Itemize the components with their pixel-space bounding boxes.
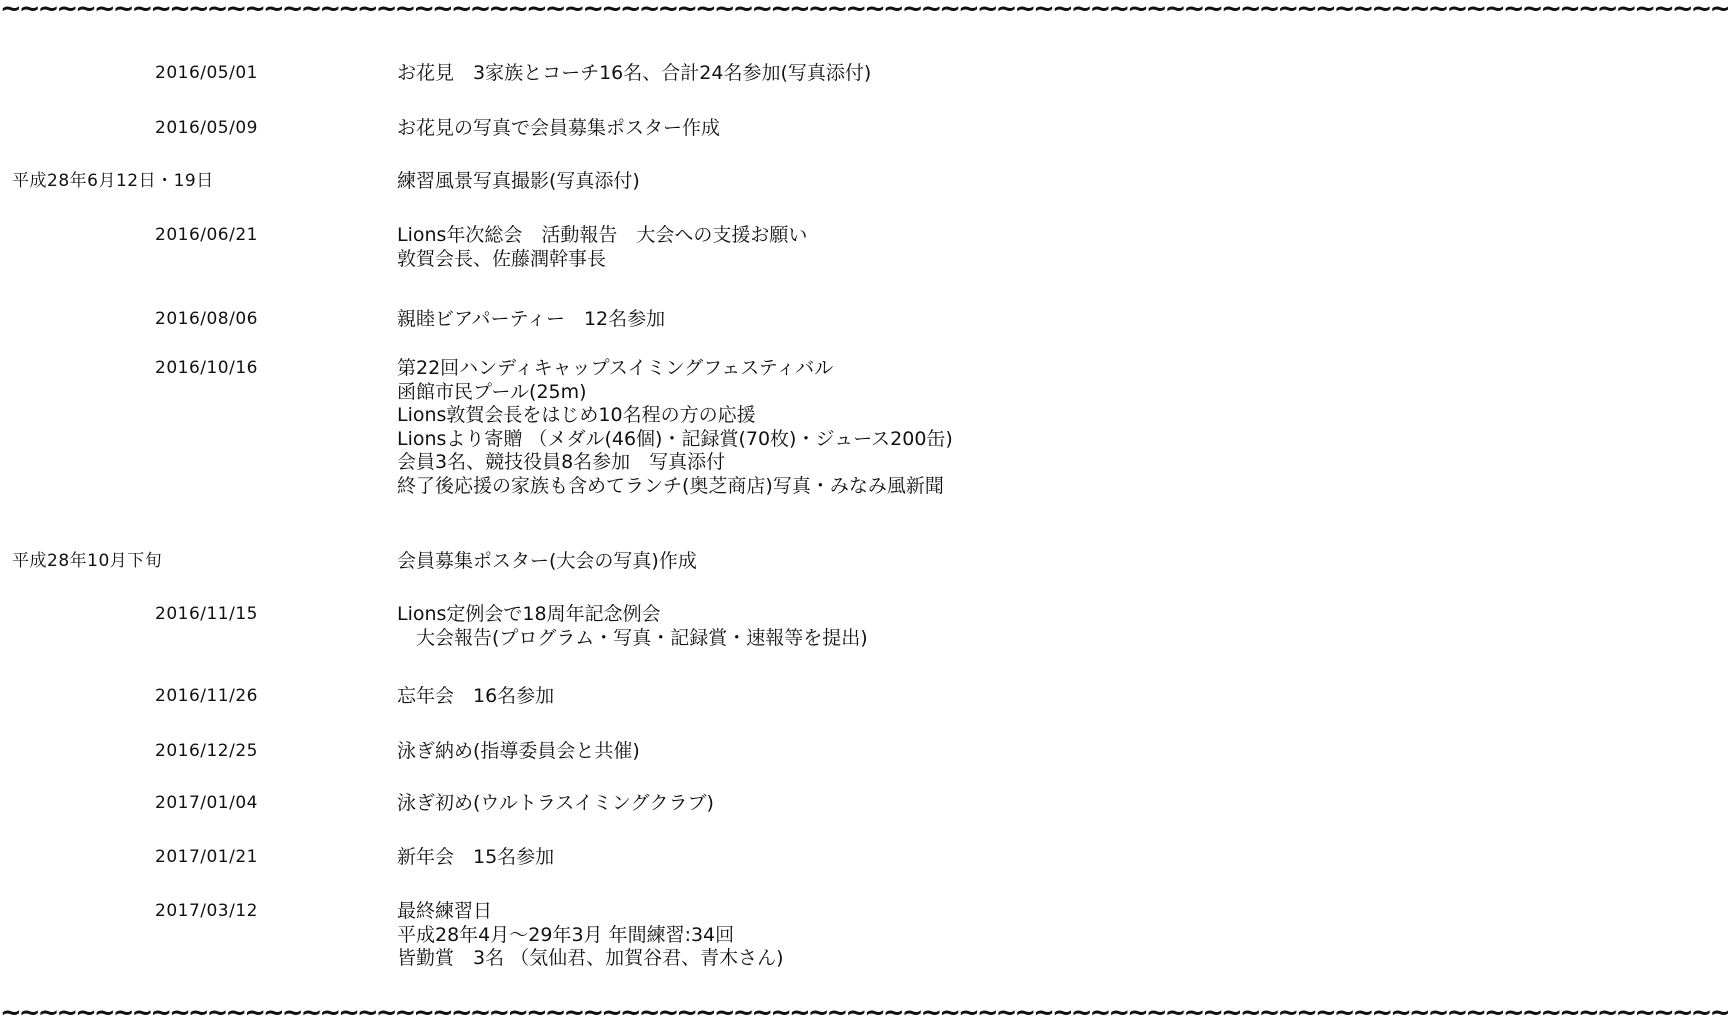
- entry-description: [397, 740, 1000, 764]
- entry-description: [397, 685, 1000, 709]
- entry-date: 2016/12/25: [155, 741, 258, 761]
- entry-description: [397, 62, 1000, 86]
- entry-description: [397, 900, 1000, 971]
- entry-description: [397, 224, 1000, 271]
- entry-description: [397, 357, 1000, 498]
- entry-description-line: 泳ぎ初め(ウルトラスイミングクラブ): [397, 792, 714, 814]
- entry-date: 2017/01/04: [155, 793, 258, 813]
- entry-description-line: 終了後応援の家族も含めてランチ(奥芝商店)写真・みなみ風新聞: [397, 474, 944, 497]
- entry-date: 2016/08/06: [155, 309, 258, 329]
- entry-date: 2016/06/21: [155, 225, 258, 245]
- entry-date: 2016/10/16: [155, 358, 258, 378]
- entry-description: [397, 170, 1000, 194]
- entry-description-line: 親睦ビアパーティー 12名参加: [397, 308, 666, 330]
- entry-description: [397, 603, 1000, 650]
- entry-description-line: 大会報告(プログラム・写真・記録賞・速報等を提出): [397, 626, 868, 649]
- entry-description-line: 泳ぎ納め(指導委員会と共催): [397, 740, 640, 762]
- entry-description-line: 忘年会 16名参加: [397, 685, 555, 707]
- entry-description: [397, 846, 1000, 870]
- entry-description-line: 第22回ハンディキャップスイミングフェスティバル: [397, 357, 834, 379]
- top-separator: ~~~~~~~~~~~~~~~~~~~~~~~~~~~~~~~~~~~~~~~~~~~~~~~~~~~~~~~~~~~~~~~~~~~~~~~~~~~~~~~~~~~~~~~~~~~~: [0, 0, 1728, 24]
- entry-description-line: 函館市民プール(25m): [397, 380, 587, 403]
- entry-description-line: Lionsより寄贈 （メダル(46個)・記録賞(70枚)・ジュース200缶): [397, 427, 953, 450]
- entry-description-line: 会員3名、競技役員8名参加 写真添付: [397, 451, 726, 473]
- entry-date: 2017/01/21: [155, 847, 258, 867]
- entry-date: 2016/05/01: [155, 63, 258, 83]
- entry-date: 2016/05/09: [155, 118, 258, 138]
- entry-description-line: 練習風景写真撮影(写真添付): [397, 170, 640, 192]
- entry-description-line: お花見 3家族とコーチ16名、合計24名参加(写真添付): [397, 62, 872, 84]
- entry-description: [397, 117, 1000, 141]
- entry-description: [397, 792, 1000, 816]
- entry-description: [397, 308, 1000, 332]
- entry-description-line: 会員募集ポスター(大会の写真)作成: [397, 550, 697, 572]
- entry-description-line: お花見の写真で会員募集ポスター作成: [397, 117, 721, 139]
- bottom-separator: ~~~~~~~~~~~~~~~~~~~~~~~~~~~~~~~~~~~~~~~~~~~~~~~~~~~~~~~~~~~~~~~~~~~~~~~~~~~~~~~~~~~~~~~~~~~~: [0, 998, 1728, 1028]
- entry-date: 2016/11/15: [155, 604, 258, 624]
- entry-description-line: 皆勤賞 3名 （気仙君、加賀谷君、青木さん): [397, 947, 784, 969]
- entry-description-line: 平成28年4月～29年3月 年間練習:34回: [397, 923, 735, 946]
- entry-description-line: 敦賀会長、佐藤潤幹事長: [397, 247, 607, 270]
- entry-date: 2016/11/26: [155, 686, 258, 706]
- entry-description: [397, 550, 1000, 574]
- entry-date: 2017/03/12: [155, 901, 258, 921]
- entry-description-line: 新年会 15名参加: [397, 846, 555, 868]
- entry-date: 平成28年6月12日・19日: [12, 171, 214, 191]
- entry-date: 平成28年10月下旬: [12, 551, 163, 571]
- entry-description-line: Lions定例会で18周年記念例会: [397, 603, 661, 625]
- entry-description-line: Lions敦賀会長をはじめ10名程の方の応援: [397, 404, 756, 426]
- entry-description-line: 最終練習日: [397, 900, 493, 922]
- entry-description-line: Lions年次総会 活動報告 大会への支援お願い: [397, 224, 808, 246]
